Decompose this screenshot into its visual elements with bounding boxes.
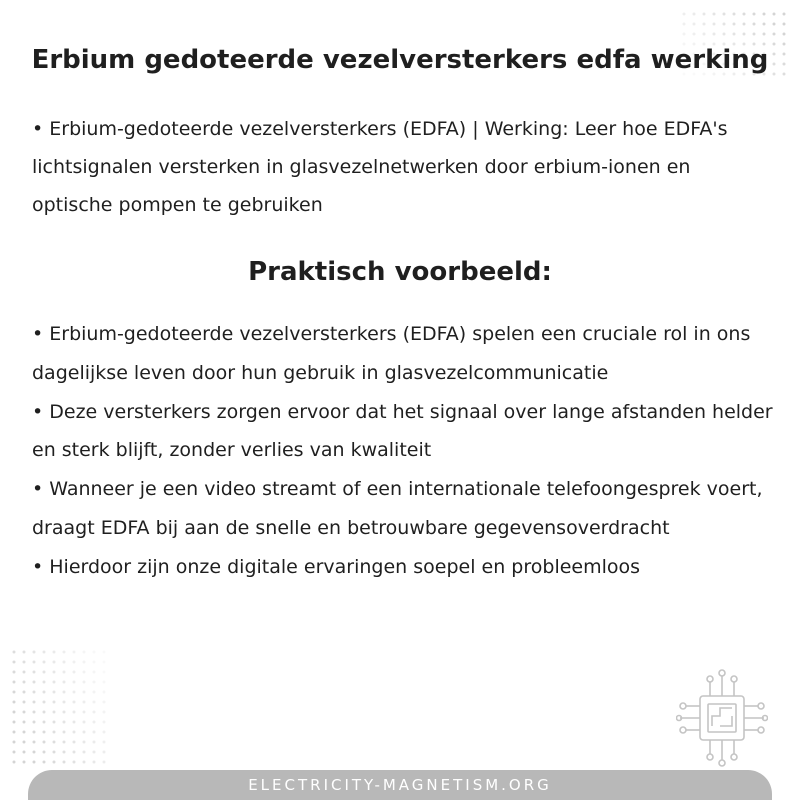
decor-dot xyxy=(763,33,766,36)
decor-dot xyxy=(33,661,36,664)
decor-dot xyxy=(733,33,736,36)
decor-dot xyxy=(93,761,96,764)
decor-dot xyxy=(23,681,26,684)
decor-dot xyxy=(63,711,66,714)
decor-dot xyxy=(103,761,106,764)
decor-dot xyxy=(713,23,716,26)
decor-dot xyxy=(73,651,76,654)
decor-dot xyxy=(773,33,776,36)
decor-dot xyxy=(73,731,76,734)
decor-dot xyxy=(73,701,76,704)
decor-dot xyxy=(763,13,766,16)
decor-dot xyxy=(43,761,46,764)
decor-dot xyxy=(13,751,16,754)
decor-dot xyxy=(23,721,26,724)
decor-dot xyxy=(53,721,56,724)
decor-dot xyxy=(103,671,106,674)
decor-dot xyxy=(103,701,106,704)
decor-dot xyxy=(103,731,106,734)
decor-dot xyxy=(53,701,56,704)
decor-dot xyxy=(13,651,16,654)
decor-dot xyxy=(83,701,86,704)
decor-dot xyxy=(83,711,86,714)
decor-dot xyxy=(703,33,706,36)
decor-dot xyxy=(23,691,26,694)
decor-dot xyxy=(23,731,26,734)
decor-dot xyxy=(73,671,76,674)
decor-dot xyxy=(103,741,106,744)
circuit-chip-icon xyxy=(676,668,768,768)
list-item: • Deze versterkers zorgen ervoor dat het signaal over lange afstanden helder en sterk blijft, zonder verlies van kwaliteit xyxy=(32,400,773,462)
page-title: Erbium gedoteerde vezelversterkers edfa werking xyxy=(31,45,769,75)
decor-dot xyxy=(43,741,46,744)
decor-dot xyxy=(13,741,16,744)
decor-dot xyxy=(33,711,36,714)
decor-dot xyxy=(103,721,106,724)
decor-dot xyxy=(723,33,726,36)
section-subtitle: Praktisch voorbeeld: xyxy=(248,257,552,287)
decor-dot xyxy=(103,691,106,694)
decor-dot xyxy=(33,721,36,724)
site-url[interactable]: ELECTRICITY-MAGNETISM.ORG xyxy=(248,776,552,794)
decor-dot xyxy=(63,691,66,694)
decor-dot xyxy=(13,701,16,704)
footer-bar xyxy=(28,770,772,800)
decor-dot xyxy=(23,761,26,764)
decor-dot xyxy=(63,661,66,664)
decor-dot xyxy=(23,711,26,714)
decor-dot xyxy=(73,681,76,684)
decor-dot xyxy=(743,33,746,36)
decor-dot xyxy=(23,741,26,744)
decor-dot xyxy=(93,751,96,754)
decor-dot xyxy=(43,721,46,724)
decor-dot xyxy=(783,23,786,26)
decor-dot xyxy=(103,661,106,664)
decor-dot xyxy=(73,711,76,714)
decor-dot xyxy=(83,681,86,684)
decor-dot xyxy=(43,651,46,654)
decor-dot xyxy=(33,651,36,654)
decor-dot xyxy=(53,751,56,754)
decor-dot xyxy=(53,691,56,694)
decor-dot xyxy=(43,751,46,754)
decor-dot xyxy=(53,681,56,684)
decor-dot xyxy=(73,761,76,764)
decor-dot xyxy=(93,691,96,694)
decor-dot xyxy=(83,721,86,724)
decor-dot xyxy=(83,761,86,764)
decor-dot xyxy=(43,681,46,684)
decor-dot xyxy=(13,761,16,764)
decor-dot xyxy=(73,661,76,664)
decor-dot xyxy=(93,721,96,724)
decor-dot xyxy=(713,33,716,36)
decor-dot xyxy=(93,651,96,654)
decor-dot xyxy=(63,681,66,684)
decor-dot xyxy=(693,23,696,26)
decor-dot xyxy=(63,651,66,654)
list-item: • Hierdoor zijn onze digitale ervaringen soepel en probleemloos xyxy=(32,555,641,578)
decor-dot xyxy=(733,23,736,26)
decor-dot xyxy=(773,13,776,16)
decor-dot xyxy=(33,671,36,674)
decor-dot xyxy=(43,731,46,734)
decor-dot xyxy=(783,33,786,36)
decor-dot xyxy=(753,13,756,16)
decor-dot xyxy=(33,761,36,764)
decor-dot xyxy=(53,761,56,764)
decor-dot xyxy=(733,13,736,16)
decor-dot xyxy=(83,741,86,744)
decor-dot xyxy=(23,701,26,704)
decor-dot xyxy=(63,751,66,754)
decor-dot xyxy=(73,721,76,724)
decor-dot xyxy=(753,23,756,26)
decor-dot xyxy=(103,651,106,654)
decor-dot xyxy=(63,731,66,734)
decor-dot xyxy=(723,23,726,26)
decor-dot xyxy=(83,661,86,664)
decor-dot xyxy=(723,13,726,16)
example-list xyxy=(32,315,777,587)
decor-dot xyxy=(33,751,36,754)
decor-dot xyxy=(63,741,66,744)
decor-dot xyxy=(33,701,36,704)
decor-dot xyxy=(93,681,96,684)
decor-dot xyxy=(23,661,26,664)
decor-dot xyxy=(73,751,76,754)
decor-dot xyxy=(773,23,776,26)
decor-dot xyxy=(63,701,66,704)
decor-dot xyxy=(683,13,686,16)
decor-dot xyxy=(33,691,36,694)
decor-dot xyxy=(93,741,96,744)
decor-dot xyxy=(43,701,46,704)
decor-dot xyxy=(93,661,96,664)
decor-dot xyxy=(693,13,696,16)
decor-dot xyxy=(83,731,86,734)
decor-dot xyxy=(83,651,86,654)
decor-dot xyxy=(53,671,56,674)
decor-dot xyxy=(743,23,746,26)
dot-pattern-bottom-left xyxy=(10,648,110,768)
decor-dot xyxy=(683,23,686,26)
decor-dot xyxy=(33,741,36,744)
list-item: • Wanneer je een video streamt of een internationale telefoongesprek voert, draagt EDFA bij aan de snelle en betrouwbare gegevensoverdracht xyxy=(32,478,763,539)
decor-dot xyxy=(753,33,756,36)
decor-dot xyxy=(13,681,16,684)
decor-dot xyxy=(63,671,66,674)
decor-dot xyxy=(683,33,686,36)
decor-dot xyxy=(703,23,706,26)
decor-dot xyxy=(43,671,46,674)
decor-dot xyxy=(73,691,76,694)
decor-dot xyxy=(43,691,46,694)
decor-dot xyxy=(63,761,66,764)
decor-dot xyxy=(23,651,26,654)
list-item: • Erbium-gedoteerde vezelversterkers (EDFA) spelen een cruciale rol in ons dagelijkse leven door hun gebruik in glasvezelcommunicatie xyxy=(32,323,751,384)
decor-dot xyxy=(23,751,26,754)
decor-dot xyxy=(13,691,16,694)
decor-dot xyxy=(693,33,696,36)
decor-dot xyxy=(63,721,66,724)
decor-dot xyxy=(23,671,26,674)
decor-dot xyxy=(93,701,96,704)
decor-dot xyxy=(763,23,766,26)
decor-dot xyxy=(13,721,16,724)
decor-dot xyxy=(53,651,56,654)
intro-paragraph: • Erbium-gedoteerde vezelversterkers (EDFA) | Werking: Leer hoe EDFA's lichtsignalen versterken in glasvezelnetwerken door erbium-ionen en optische pompen te gebruiken xyxy=(32,118,728,216)
decor-dot xyxy=(83,751,86,754)
decor-dot xyxy=(103,681,106,684)
decor-dot xyxy=(93,731,96,734)
decor-dot xyxy=(53,711,56,714)
decor-dot xyxy=(83,691,86,694)
decor-dot xyxy=(13,661,16,664)
decor-dot xyxy=(103,711,106,714)
decor-dot xyxy=(783,13,786,16)
decor-dot xyxy=(93,671,96,674)
decor-dot xyxy=(703,13,706,16)
decor-dot xyxy=(53,661,56,664)
decor-dot xyxy=(13,731,16,734)
decor-dot xyxy=(33,681,36,684)
decor-dot xyxy=(73,741,76,744)
decor-dot xyxy=(43,661,46,664)
decor-dot xyxy=(93,711,96,714)
decor-dot xyxy=(43,711,46,714)
decor-dot xyxy=(53,731,56,734)
decor-dot xyxy=(103,751,106,754)
decor-dot xyxy=(33,731,36,734)
decor-dot xyxy=(13,671,16,674)
decor-dot xyxy=(713,13,716,16)
decor-dot xyxy=(13,711,16,714)
decor-dot xyxy=(83,671,86,674)
decor-dot xyxy=(743,13,746,16)
decor-dot xyxy=(53,741,56,744)
